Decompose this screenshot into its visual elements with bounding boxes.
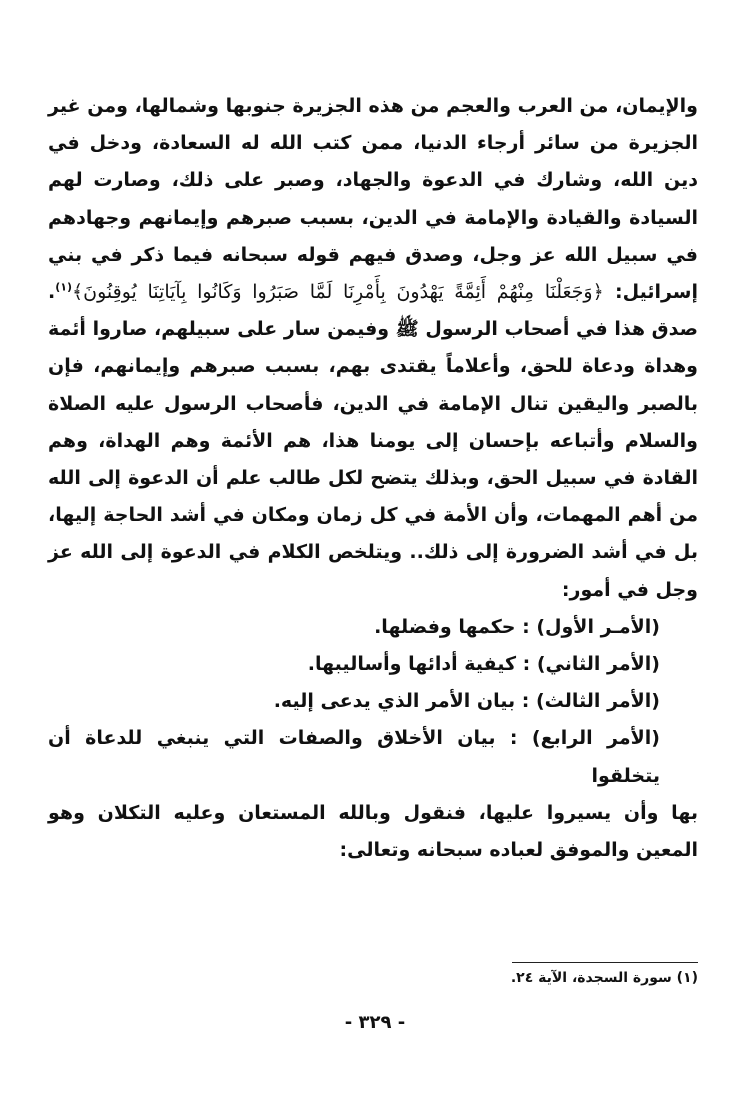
quran-verse: ﴿وَجَعَلْنَا مِنْهُمْ أَئِمَّةً يَهْدُونَ بِأَمْرِنَا لَمَّا صَبَرُوا وَكَانُوا بِآيَاتِنَا يُوقِنُونَ﴾ (72, 281, 604, 304)
paragraph-after-verse: . صدق هذا في أصحاب الرسول ﷺ وفيمن سار على سبيلهم، صاروا أئمة وهداة ودعاة للحق، وأعلاماً يقتدى بهم، بسبب صبرهم وإيمانهم، فإن بالصبر واليقين تنال الإمامة في الدين، فأصحاب الرسول عليه الصلاة والسلام وأتباعه بإحسان إلى يومنا هذا، هم الأئمة وهم الهداة، وهم القادة في سبيل الحق، وبذلك يتضح لكل طالب علم أن الدعوة إلى الله من أهم المهمات، وأن الأمة في كل زمان ومكان في أشد الحاجة إليها، بل في أشد الضرورة إلى ذلك.. ويتلخص الكلام في الدعوة إلى الله عز وجل في أمور: (48, 281, 698, 601)
footnote: (١) سورة السجدة، الآية ٢٤. (510, 970, 698, 986)
main-text-block (48, 88, 698, 869)
list-item-third: (الأمر الثالث) : بيان الأمر الذي يدعى إليه. (273, 690, 660, 713)
opening-paragraph (48, 88, 698, 609)
list-item-fourth: (الأمر الرابع) : بيان الأخلاق والصفات التي ينبغي للدعاة أن يتخلقوا (48, 727, 660, 787)
list-item-first: (الأمـر الأول) : حكمها وفضلها. (374, 615, 660, 638)
list-item-second: (الأمر الثاني) : كيفية أدائها وأساليبها. (307, 653, 660, 676)
footnote-divider (512, 962, 698, 963)
page-number: - ٣٢٩ - (344, 1012, 406, 1033)
closing-paragraph: بها وأن يسيروا عليها، فنقول وبالله المستعان وعليه التكلان وهو المعين والموفق لعباده سبحانه وتعالى: (48, 801, 698, 862)
footnote-marker: (١) (55, 280, 72, 294)
opening-paragraph-text: والإيمان، من العرب والعجم من هذه الجزيرة جنوبها وشمالها، ومن غير الجزيرة من سائر أرجاء الدنيا، ممن كتب الله له السعادة، ودخل في دين الله، وشارك في الدعوة والجهاد، وصبر على ذلك، وصارت لهم السيادة والقيادة والإمامة في الدين، بسبب صبرهم وإيمانهم وجهادهم في سبيل الله عز وجل، وصدق فيهم قوله سبحانه فيما ذكر في بني إسرائيل: (48, 95, 698, 304)
